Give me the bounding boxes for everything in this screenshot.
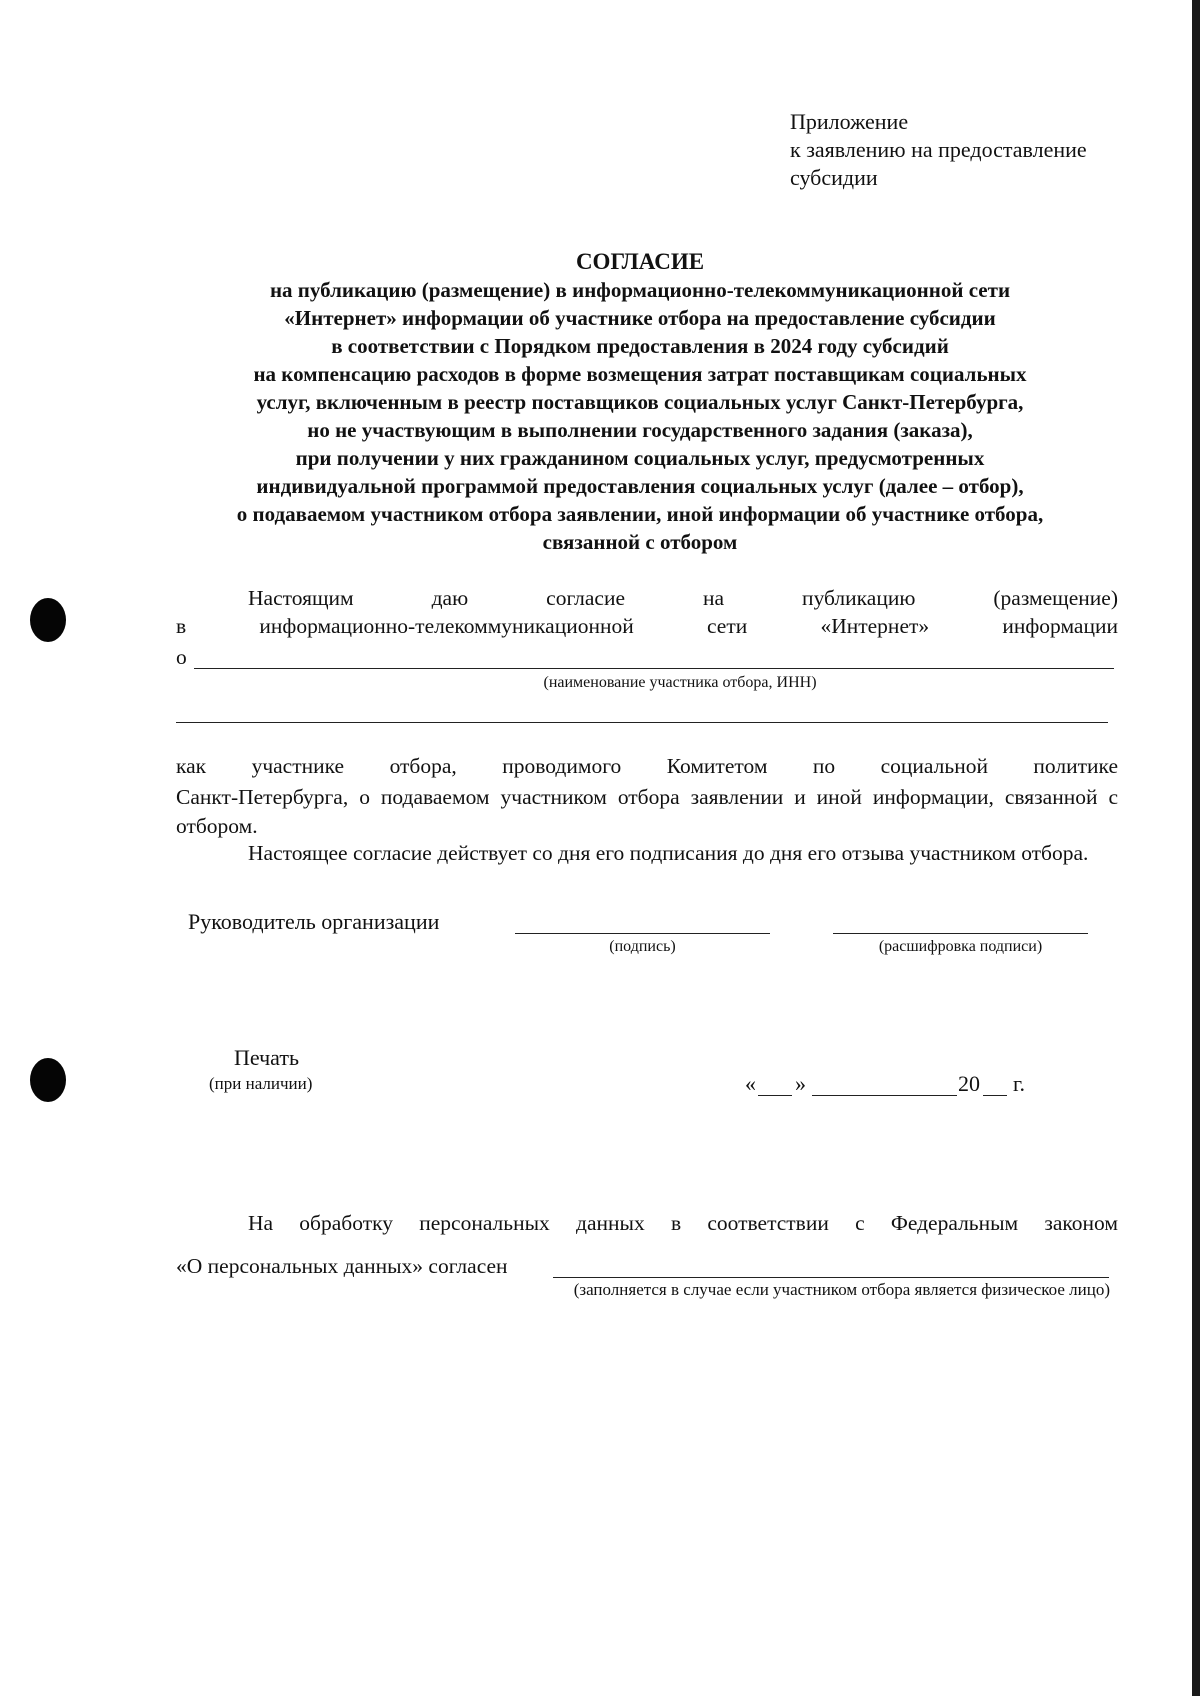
annex-line-2: к заявлению на предоставление <box>790 137 1087 162</box>
personal-data-line-1: На обработку персональных данных в соответствии с Федеральным законом <box>248 1211 1118 1235</box>
title-line: при получении у них гражданином социальных услуг, предусмотренных <box>295 446 985 470</box>
title-line: связанной с отбором <box>542 530 738 554</box>
signature-decoding-field[interactable] <box>833 933 1088 934</box>
title-line: услуг, включенным в реестр поставщиков социальных услуг Санкт-Петербурга, <box>256 390 1024 414</box>
date-year-field[interactable] <box>983 1095 1007 1096</box>
validity-paragraph: Настоящее согласие действует со дня его подписания до дня его отзыва участником отбора. <box>248 841 1089 865</box>
title-line: в соответствии с Порядком предоставления в 2024 году субсидий <box>331 334 949 358</box>
date-month-field[interactable] <box>812 1095 957 1096</box>
punch-hole-bottom <box>30 1058 66 1102</box>
consent-line-3-prefix: о <box>176 645 187 669</box>
date-close-quote: » <box>795 1071 806 1096</box>
scan-edge <box>1192 0 1200 1696</box>
title-line: на публикацию (размещение) в информационно-телекоммуникационной сети <box>269 278 1011 302</box>
date-day-field[interactable] <box>758 1095 792 1096</box>
title-line: «Интернет» информации об участнике отбора на предоставление субсидии <box>284 306 996 330</box>
title-line: но не участвующим в выполнении государственного задания (заказа), <box>307 418 973 442</box>
title-line: на компенсацию расходов в форме возмещения затрат поставщикам социальных <box>253 362 1027 386</box>
annex-line-3: субсидии <box>790 165 878 190</box>
consent-line-2: в информационно-телекоммуникационной сети «Интернет» информации <box>176 614 1118 638</box>
annex-line-1: Приложение <box>790 109 909 134</box>
stamp-note: (при наличии) <box>209 1074 313 1093</box>
date-year-prefix: 20 <box>958 1071 980 1096</box>
punch-hole-top <box>30 598 66 642</box>
annex-note <box>790 108 1087 192</box>
title-main: СОГЛАСИЕ <box>575 249 705 274</box>
signature-field[interactable] <box>515 933 770 934</box>
signature-caption: (подпись) <box>609 938 676 955</box>
paragraph-line-1: как участнике отбора, проводимого Комитетом по социальной политике <box>176 754 1118 778</box>
paragraph-rest: Санкт-Петербурга, о подаваемом участником отбора заявлении и иной информации, связанной с отбором. <box>176 785 1118 838</box>
title-line: индивидуальной программой предоставления социальных услуг (далее – отбор), <box>256 474 1024 498</box>
personal-data-consent-field[interactable] <box>553 1277 1109 1278</box>
personal-data-line-2: «О персональных данных» согласен <box>176 1254 508 1278</box>
date-year-suffix: г. <box>1013 1071 1026 1096</box>
stamp-label: Печать <box>234 1045 300 1070</box>
signature-label: Руководитель организации <box>188 909 440 934</box>
participant-inn-field[interactable] <box>176 722 1108 723</box>
participant-caption: (наименование участника отбора, ИНН) <box>543 674 817 691</box>
signature-decoding-caption: (расшифровка подписи) <box>878 938 1043 955</box>
participant-name-field[interactable] <box>194 668 1114 669</box>
consent-line-1: Настоящим даю согласие на публикацию (размещение) <box>248 586 1118 610</box>
document-title <box>160 248 1120 556</box>
date-open-quote: « <box>745 1071 756 1096</box>
title-line: о подаваемом участником отбора заявлении, иной информации об участнике отбора, <box>236 502 1044 526</box>
personal-data-caption: (заполняется в случае если участником отбора является физическое лицо) <box>573 1280 1110 1299</box>
